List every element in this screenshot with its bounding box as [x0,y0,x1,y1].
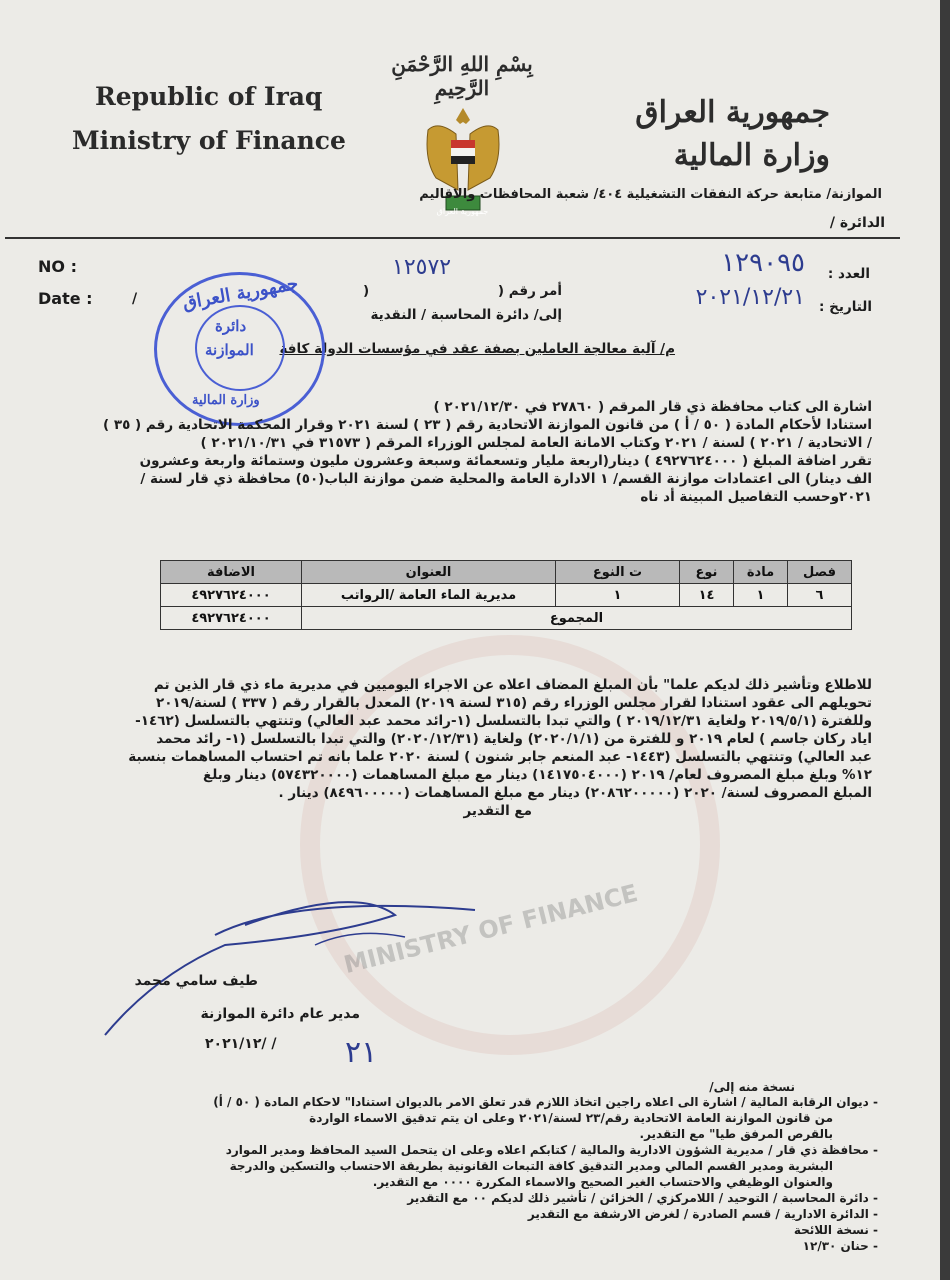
table-cell: ٦ [788,584,852,607]
body-line: اشارة الى كتاب محافظة ذي قار المرقم ( ٢٧٨٦٠ في ٢٠٢١/١٢/٣٠ ) [433,399,872,415]
english-header-line2: Ministry of Finance [72,126,346,155]
body-line: وللفترة (٢٠١٩/٥/١ ولغاية ٢٠١٩/١٢/٣١ ) والتي تبدا بالتسلسل (١-رائد محمد عبد العالي) وتنتهي بالتسلسل (١٤٦٢- [135,713,872,729]
table-row [161,584,852,607]
table-header-cell: فصل [788,561,852,584]
signatory-name: طيف سامي محمد [134,973,258,989]
copies-list [48,1094,878,1254]
department-line: الموازنة/ متابعة حركة النفقات التشغيلية ٤٠٤/ شعبة المحافظات والاقاليم [419,187,882,202]
body-line: المبلغ المصروف لسنة/ ٢٠٢٠ (٢٠٨٦٢٠٠٠٠٠) دينار مع مبلغ المساهمات (٨٤٩٦٠٠٠٠٠) دينار . [278,785,872,801]
closing-greeting: مع التقدير [463,803,532,819]
number-value: ١٢٩٠٩٥ [721,248,805,278]
table-header-cell: مادة [734,561,788,584]
recipient-line: إلى/ دائرة المحاسبة / النقدية [370,307,562,323]
signature-date: ٢٠٢١/١٢/ / [205,1036,277,1052]
table-header-cell: ت النوع [556,561,680,584]
basmala: بِسْمِ اللهِ الرَّحْمَنِ الرَّحِيمِ [391,52,533,100]
table-header-cell: الاضافة [161,561,302,584]
signature-scribble-icon [95,875,515,1055]
header-divider [5,237,900,239]
table-cell: ١٤ [680,584,734,607]
body-line: تقرر اضافة المبلغ ( ٤٩٢٧٦٢٤٠٠٠ ) دينار(اربعة مليار وتسعمائة وسبعة وعشرون مليون وستمائة واربعة وعشرون [139,453,872,469]
copies-heading: نسخة منه إلى/ [709,1080,795,1094]
body-paragraph-2 [52,676,872,820]
number-label: العدد : [827,266,870,282]
body-line: ٢٠٢١وحسب التفاصيل المبينة أد ناه [640,489,872,505]
arabic-header-line2: وزارة المالية [673,138,830,173]
list-item: - محافظة ذي قار / مديرية الشؤون الادارية والمالية / كتابكم اعلاه وعلى ان يتحمل السيد المحافظ ومدير الموارد [225,1143,878,1157]
body-line: الف دينار) الى اعتمادات موازنة القسم/ ١ الادارة العامة والمحلية ضمن موازنة الباب(٥٠) محافظة ذي قار لسنة / [140,471,872,487]
order-label: أمر رقم ( [497,283,562,299]
date-value: ٢٠٢١/١٢/٢١ [695,285,805,310]
date-label-arabic: التاريخ : [819,299,872,315]
list-item: والعنوان الوظيفي والاحتساب الغير الصحيح والاسماء المكررة ٠٠٠٠ مع التقدير. [372,1175,833,1189]
handwritten-mark: ٢١ [345,1035,378,1070]
table-header-cell: نوع [680,561,734,584]
table-header-cell: العنوان [302,561,556,584]
body-line: تحويلهم الى عقود استنادا لقرار مجلس الوزراء رقم (٣١٥ لسنة ٢٠١٩) المعدل بالقرار رقم ( ٣٣٧ ) لسنة/٢٠١٩ [155,695,872,711]
table-cell: ١ [734,584,788,607]
order-value: ١٢٥٧٢ [392,255,452,280]
subject-line: م/ آلية معالجة العاملين بصفة عقد في مؤسسات الدولة كافة [279,341,675,357]
table-total-row [161,607,852,630]
arabic-header-line1: جمهورية العراق [635,95,830,130]
allocation-table [160,560,852,630]
watermark-text: MINISTRY OF FINANCE [341,878,641,980]
signatory-title: مدير عام دائرة الموازنة [200,1006,360,1022]
table-cell: مديرية الماء العامة /الرواتب [302,584,556,607]
budget-department-stamp: جمهورية العراق دائرة الموازنة وزارة المالية [154,272,325,426]
body-line: عبد العالي) وتنتهي بالتسلسل (١٤٤٣- عبد المنعم جابر شنون ) لسنة ٢٠٢٠ علما بانه تم احتساب المساهمات بنسبة [128,749,872,765]
date-label: Date : [38,289,93,308]
table-cell: ١ [556,584,680,607]
page-edge [940,0,950,1280]
table-cell: ٤٩٢٧٦٢٤٠٠٠ [161,584,302,607]
table-total-label: المجموع [302,607,852,630]
table-total-value: ٤٩٢٧٦٢٤٠٠٠ [161,607,302,630]
list-item: - حنان ١٢/٣٠ [802,1239,878,1253]
date-slash: / [132,291,138,307]
list-item: من قانون الموازنة العامة الاتحادية رقم/٢٣ لسنة/٢٠٢١ وعلى ان يتم تدقيق الاسماء الواردة [309,1111,833,1125]
list-item: البشرية ومدير القسم المالي ومدير التدقيق كافة التبعات القانونية بطريقة الاحتساب والتسكين والدرجة [229,1159,833,1173]
emblem-caption: جمهورية العراق [436,207,489,216]
body-line: استنادا لأحكام المادة ( ٥٠ / أ ) من قانون الموازنة الاتحادية رقم ( ٢٣ ) لسنة ٢٠٢١ وقرار المحكمة الاتحادية رقم ( ٣٥ ) [103,417,872,433]
no-label: NO : [38,257,77,276]
list-item: - دائرة المحاسبة / التوحيد / اللامركزي / الخزائن / تأشير ذلك لديكم ٠٠ مع التقدير [407,1191,878,1205]
list-item: - ديوان الرقابة المالية / اشارة الى اعلاه راجين اتخاذ اللازم قدر تعلق الامر بالديوان استنادا" لاحكام المادة ( ٥٠ / أ) [213,1095,878,1109]
body-paragraph-1 [72,398,872,506]
table-header-row [161,561,852,584]
english-header-line1: Republic of Iraq [95,82,323,111]
list-item: - نسخة اللائحة [793,1223,878,1237]
body-line: للاطلاع وتأشير ذلك لديكم علما" بأن المبلغ المضاف اعلاه عن الاجراء اليوميين في مديرية ماء ذي قار الذين تم [153,677,872,693]
body-line: اياد ركان جاسم ) لعام ٢٠١٩ و للفترة من (٢٠٢٠/١/١) ولغاية (٢٠٢٠/١٢/٣١) والتي تبدا بالتسلسل (١- رائد محمد [156,731,872,747]
department-label: الدائرة / [829,215,885,231]
list-item: - الدائرة الادارية / قسم الصادرة / لغرض الارشفة مع التقدير [527,1207,878,1221]
order-close: ) [363,283,370,299]
list-item: بالقرص المرفق طيا" مع التقدير. [639,1127,833,1141]
body-line: ١٢% وبلغ مبلغ المصروف لعام/ ٢٠١٩ (١٤١٧٥٠٤٠٠٠) دينار مع مبلغ المساهمات (٥٧٤٣٢٠٠٠٠) دينار وبلغ [203,767,872,783]
body-line: / الاتحادية / ٢٠٢١ ) لسنة / ٢٠٢١ وكتاب الامانة العامة لمجلس الوزراء المرقم ( ٣١٥٧٣ في ٢٠٢١/١٠/٣١ ) [200,435,872,451]
